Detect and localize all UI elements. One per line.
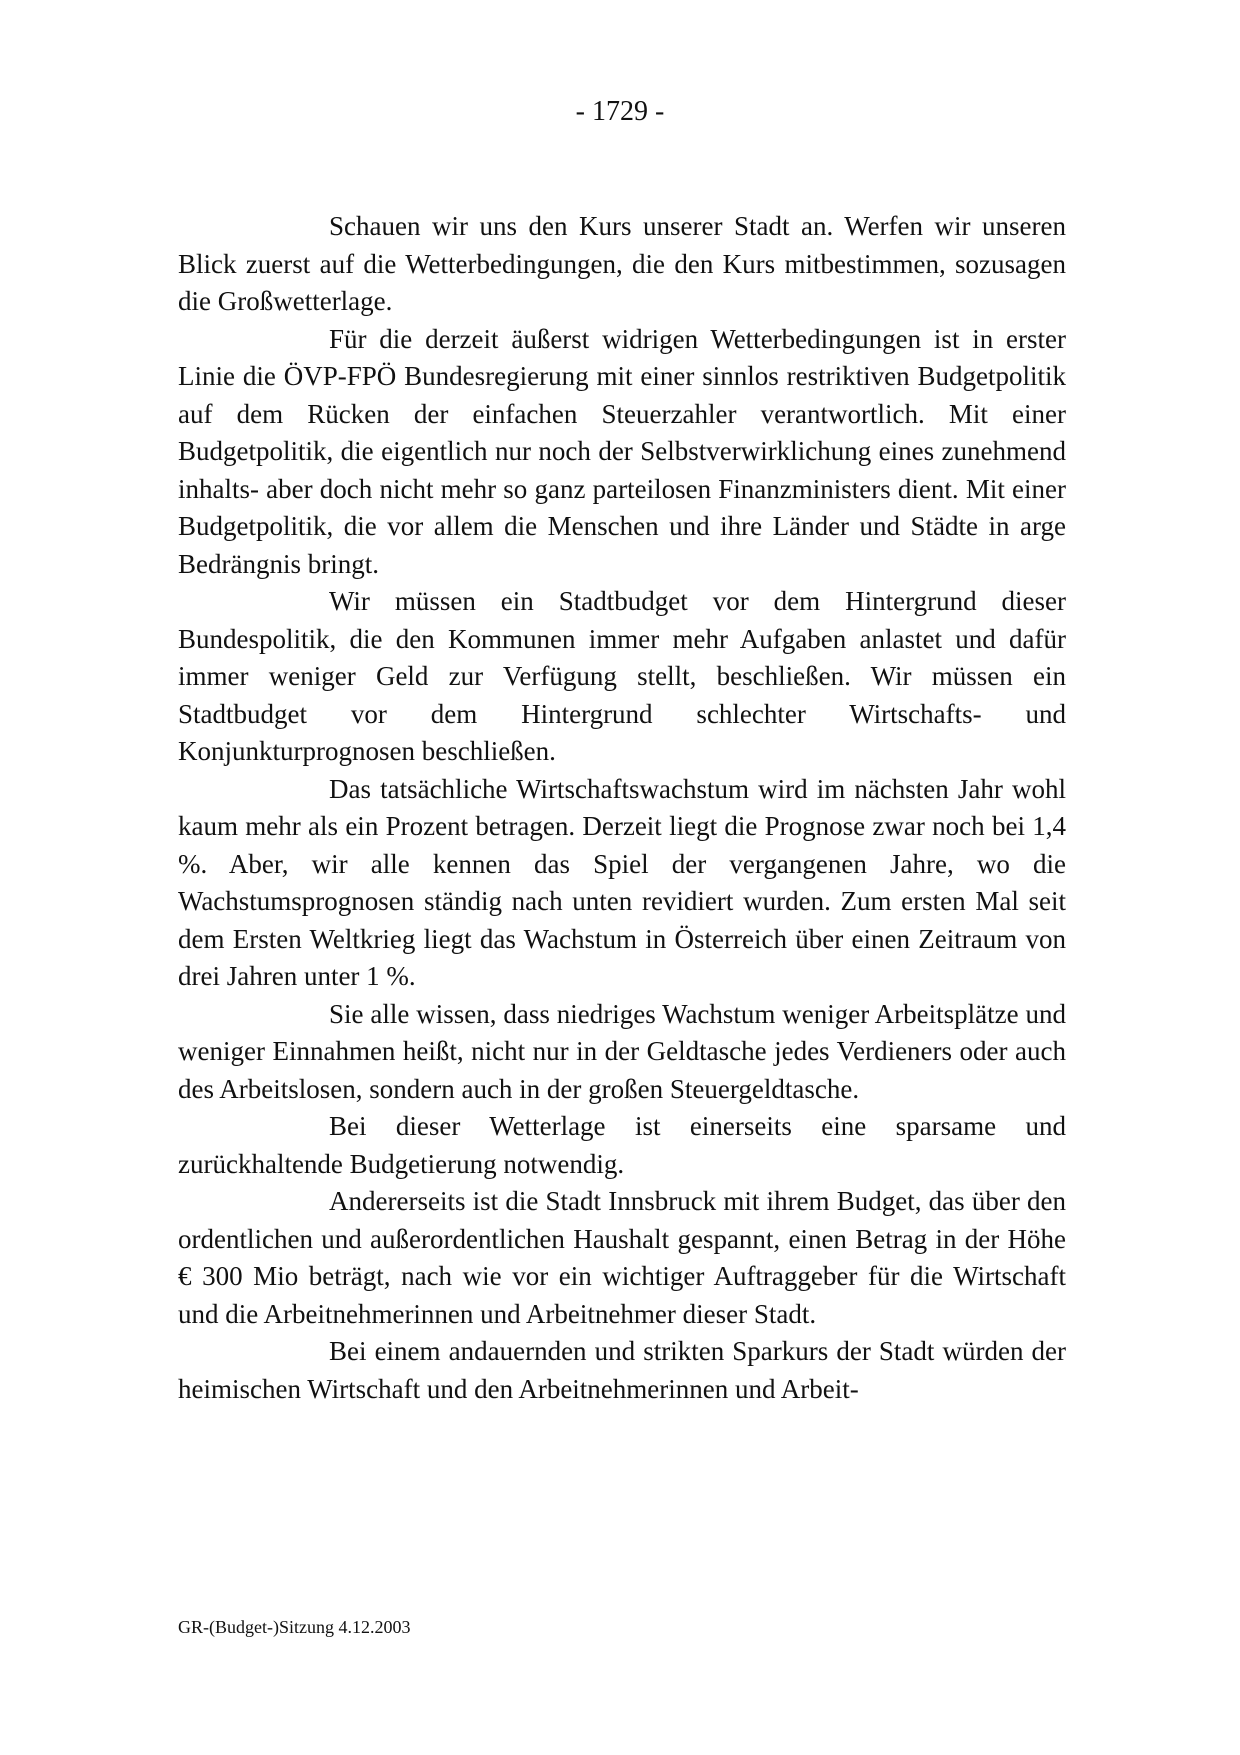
body-text	[178, 208, 1066, 1408]
footer-session-label: GR-(Budget-)Sitzung 4.12.2003	[178, 1617, 411, 1637]
paragraph: Das tatsächliche Wirtschaftswachstum wird im nächsten Jahr wohl kaum mehr als ein Prozent betragen. Derzeit liegt die Prognose zwar noch bei 1,4 %. Aber, wir alle kennen das Spiel der vergangenen Jahre, wo die Wachstumsprognosen ständig nach unten revidiert wurden. Zum ersten Mal seit dem Ersten Weltkrieg liegt das Wachstum in Österreich über einen Zeitraum von drei Jahren unter 1 %.	[178, 773, 1066, 991]
paragraph: Bei dieser Wetterlage ist einerseits eine sparsame und zurückhaltende Budgetierung notwendig.	[178, 1111, 1066, 1179]
paragraph: Andererseits ist die Stadt Innsbruck mit ihrem Budget, das über den ordentlichen und außerordentlichen Haushalt gespannt, einen Betrag in der Höhe € 300 Mio beträgt, nach wie vor ein wichtiger Auftraggeber für die Wirtschaft und die Arbeitnehmerinnen und Arbeitnehmer dieser Stadt.	[178, 1186, 1066, 1329]
paragraph: Für die derzeit äußerst widrigen Wetterbedingungen ist in erster Linie die ÖVP-FPÖ Bundesregierung mit einer sinnlos restriktiven Budgetpolitik auf dem Rücken der einfachen Steuerzahler verantwortlich. Mit einer Budgetpolitik, die eigentlich nur noch der Selbstverwirklichung eines zunehmend inhalts- aber doch nicht mehr so ganz parteilosen Finanzministers dient. Mit einer Budgetpolitik, die vor allem die Menschen und ihre Länder und Städte in arge Bedrängnis bringt.	[178, 323, 1066, 579]
paragraph: Wir müssen ein Stadtbudget vor dem Hintergrund dieser Bundespolitik, die den Kommunen immer mehr Aufgaben anlastet und dafür immer weniger Geld zur Verfügung stellt, beschließen. Wir müssen ein Stadtbudget vor dem Hintergrund schlechter Wirtschafts- und Konjunkturprognosen beschließen.	[178, 586, 1066, 766]
paragraph: Sie alle wissen, dass niedriges Wachstum weniger Arbeitsplätze und weniger Einnahmen heißt, nicht nur in der Geldtasche jedes Verdieners oder auch des Arbeitslosen, sondern auch in der großen Steuergeldtasche.	[178, 998, 1066, 1104]
page-number: - 1729 -	[575, 96, 665, 127]
paragraph: Bei einem andauernden und strikten Sparkurs der Stadt würden der heimischen Wirtschaft und den Arbeitnehmerinnen und Arbeit-	[178, 1336, 1066, 1404]
paragraph: Schauen wir uns den Kurs unserer Stadt an. Werfen wir unseren Blick zuerst auf die Wetterbedingungen, die den Kurs mitbestimmen, sozusagen die Großwetterlage.	[178, 211, 1066, 316]
